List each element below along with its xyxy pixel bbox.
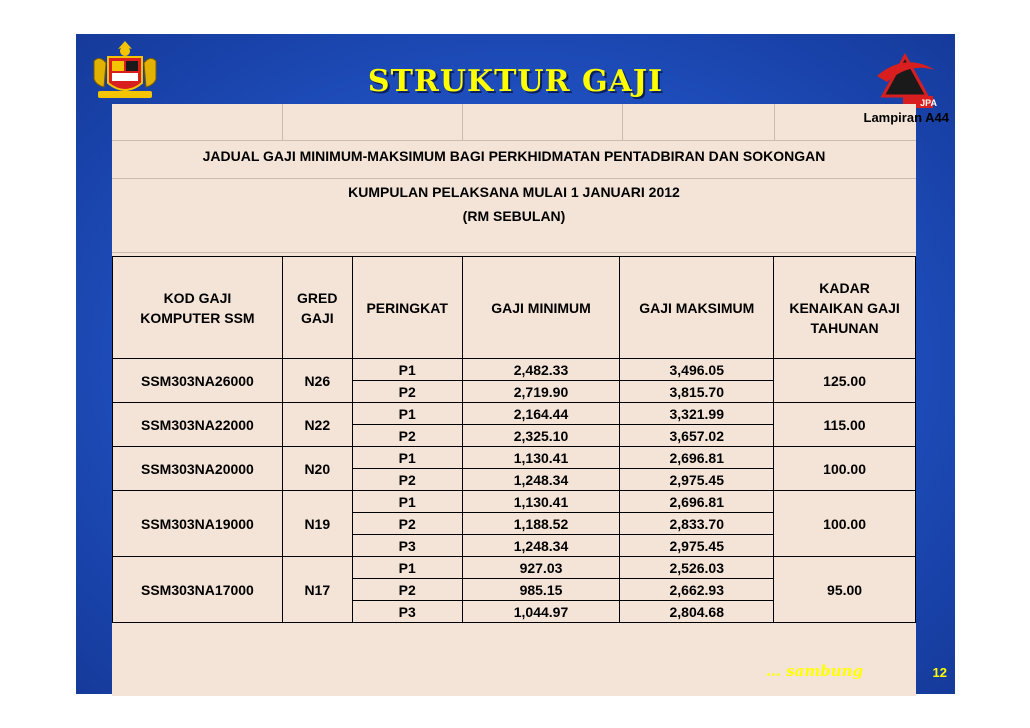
cell-gaji-minimum: 2,719.90: [462, 381, 620, 403]
cell-kadar: 100.00: [774, 491, 916, 557]
cell-gaji-maksimum: 2,833.70: [620, 513, 774, 535]
cell-gaji-minimum: 1,044.97: [462, 601, 620, 623]
cell-gaji-minimum: 2,164.44: [462, 403, 620, 425]
cell-gred: N20: [282, 447, 352, 491]
cell-kadar: 115.00: [774, 403, 916, 447]
cell-gaji-minimum: 2,325.10: [462, 425, 620, 447]
cell-gaji-maksimum: 2,975.45: [620, 535, 774, 557]
table-row: [113, 557, 916, 579]
page-number: 12: [932, 665, 947, 680]
header-gaji-minimum: GAJI MINIMUM: [462, 257, 620, 359]
continued-label: … sambung: [765, 662, 863, 680]
slide: [76, 34, 955, 694]
cell-gred: N19: [282, 491, 352, 557]
cell-kadar: 95.00: [774, 557, 916, 623]
table-row: [113, 447, 916, 469]
cell-peringkat: P2: [352, 513, 462, 535]
table-row: [113, 359, 916, 381]
table-subtitle-main: JADUAL GAJI MINIMUM-MAKSIMUM BAGI PERKHIDMATAN PENTADBIRAN DAN SOKONGAN: [202, 148, 826, 164]
cell-gaji-minimum: 985.15: [462, 579, 620, 601]
cell-gaji-maksimum: 2,696.81: [620, 491, 774, 513]
cell-gaji-minimum: 2,482.33: [462, 359, 620, 381]
cell-kod-gaji: SSM303NA22000: [113, 403, 283, 447]
cell-gaji-maksimum: 2,662.93: [620, 579, 774, 601]
cell-kadar: 100.00: [774, 447, 916, 491]
cell-gred: N17: [282, 557, 352, 623]
cell-peringkat: P2: [352, 579, 462, 601]
cell-gaji-maksimum: 2,696.81: [620, 447, 774, 469]
cell-gaji-minimum: 1,248.34: [462, 469, 620, 491]
cell-gaji-maksimum: 2,975.45: [620, 469, 774, 491]
header-kadar-line2: KENAIKAN GAJI: [789, 299, 900, 316]
cell-peringkat: P1: [352, 359, 462, 381]
cell-gaji-maksimum: 3,815.70: [620, 381, 774, 403]
header-gred-line1: GRED: [297, 289, 338, 306]
cell-gaji-maksimum: 3,321.99: [620, 403, 774, 425]
cell-kod-gaji: SSM303NA20000: [113, 447, 283, 491]
header-kadar: [774, 257, 916, 359]
header-kod-line1: KOD GAJI: [163, 289, 232, 306]
cell-kod-gaji: SSM303NA26000: [113, 359, 283, 403]
header-kod-line2: KOMPUTER SSM: [140, 309, 255, 326]
cell-peringkat: P2: [352, 381, 462, 403]
cell-peringkat: P1: [352, 491, 462, 513]
cell-kod-gaji: SSM303NA19000: [113, 491, 283, 557]
table-subtitle-group: KUMPULAN PELAKSANA MULAI 1 JANUARI 2012: [348, 184, 680, 200]
lampiran-label: Lampiran A44: [863, 110, 949, 125]
cell-gaji-minimum: 927.03: [462, 557, 620, 579]
cell-gaji-minimum: 1,188.52: [462, 513, 620, 535]
table-row: [113, 491, 916, 513]
salary-table-body: [113, 359, 916, 623]
cell-gaji-maksimum: 3,657.02: [620, 425, 774, 447]
cell-peringkat: P2: [352, 469, 462, 491]
header-gaji-maksimum: GAJI MAKSIMUM: [620, 257, 774, 359]
cell-gred: N22: [282, 403, 352, 447]
cell-peringkat: P1: [352, 403, 462, 425]
cell-peringkat: P3: [352, 535, 462, 557]
header-peringkat: PERINGKAT: [352, 257, 462, 359]
table-subtitle-unit: (RM SEBULAN): [462, 208, 566, 224]
cell-gaji-maksimum: 2,804.68: [620, 601, 774, 623]
cell-gaji-maksimum: 3,496.05: [620, 359, 774, 381]
cell-peringkat: P1: [352, 447, 462, 469]
cell-gaji-minimum: 1,248.34: [462, 535, 620, 557]
cell-peringkat: P3: [352, 601, 462, 623]
table-row: [113, 403, 916, 425]
cell-kadar: 125.00: [774, 359, 916, 403]
header-gred: [282, 257, 352, 359]
jpa-logo-text: JPA: [920, 98, 937, 108]
cell-gaji-maksimum: 2,526.03: [620, 557, 774, 579]
cell-peringkat: P1: [352, 557, 462, 579]
cell-gred: N26: [282, 359, 352, 403]
slide-title: STRUKTUR GAJI: [367, 64, 664, 99]
header-gred-line2: GAJI: [300, 309, 334, 326]
cell-gaji-minimum: 1,130.41: [462, 491, 620, 513]
cell-kod-gaji: SSM303NA17000: [113, 557, 283, 623]
salary-table: [112, 256, 916, 623]
header-kod: [113, 257, 283, 359]
header-kadar-line1: KADAR: [819, 279, 870, 296]
cell-gaji-minimum: 1,130.41: [462, 447, 620, 469]
header-kadar-line3: TAHUNAN: [810, 319, 879, 336]
cell-peringkat: P2: [352, 425, 462, 447]
